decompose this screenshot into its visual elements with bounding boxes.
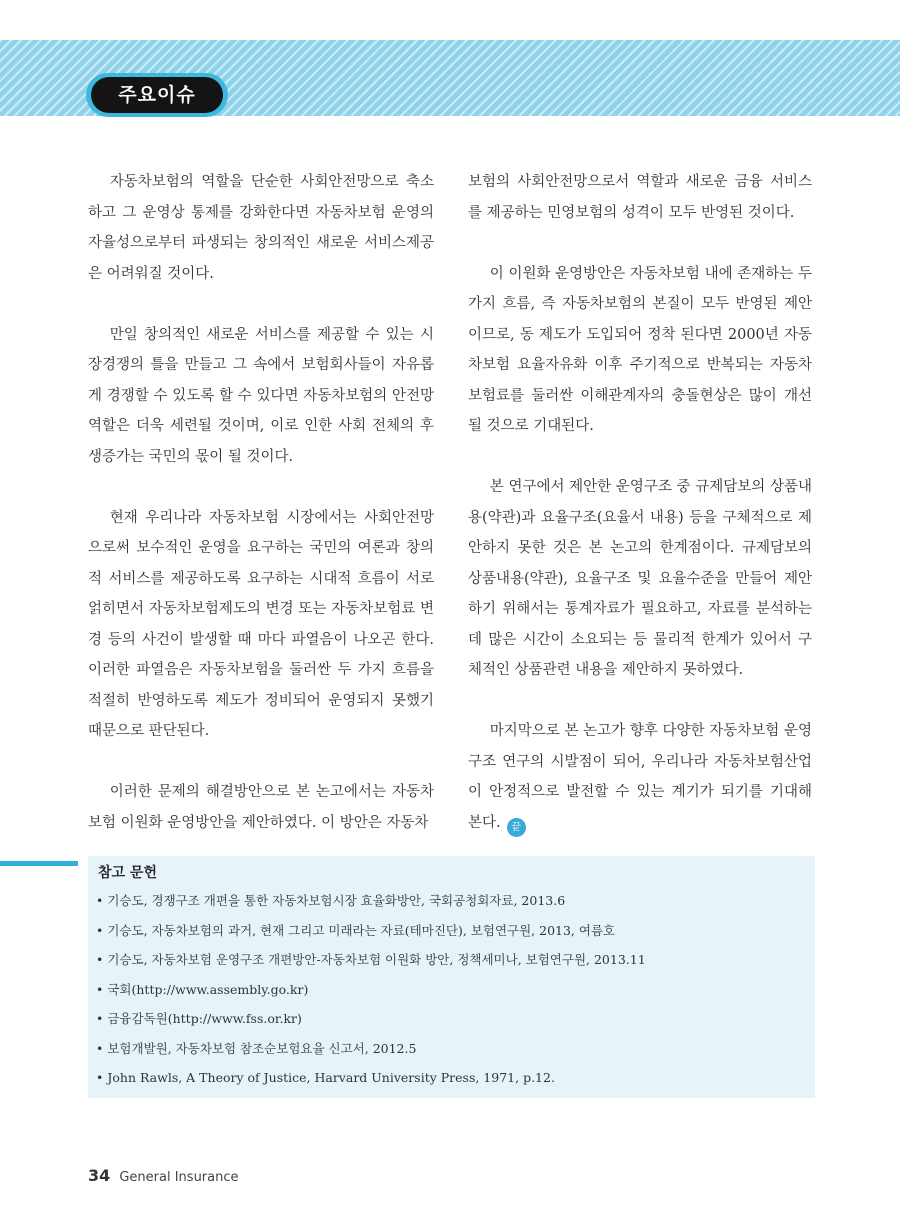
paragraph: 이 이원화 운영방안은 자동차보험 내에 존재하는 두 가지 흐름, 즉 자동차보험의 본질이 모두 반영된 제안이므로, 동 제도가 도입되어 정착 된다면 2000년 자동차보험 요율자유화 이후 주기적으로 반복되는 자동차보험료를 둘러싼 이해관계자의 충돌현상은 많이 개선될 것으로 기대된다. [468,265,812,434]
end-mark-icon: 끝 [507,818,526,837]
paragraph: 본 연구에서 제안한 운영구조 중 규제담보의 상품내용(약관)과 요율구조(요율서 내용) 등을 구체적으로 제안하지 못한 것은 본 논고의 한계점이다. 규제담보의 상품내용(약관), 요율구조 및 요율수준을 만들어 제안하기 위해서는 통계자료가 필요하고, 자료를 분석하는데 많은 시간이 소요되는 등 물리적 한계가 있어서 구체적인 상품관련 내용을 제안하지 못하였다. [468,479,812,678]
page-footer [88,1166,239,1185]
paragraph: 이러한 문제의 해결방안으로 본 논고에서는 자동차보험 이원화 운영방안을 제안하였다. 이 방안은 자동차 [88,784,434,831]
page-number: 34 [88,1166,111,1185]
right-column [468,167,812,869]
journal-name: General Insurance [119,1170,239,1185]
reference-item: • 기승도, 자동차보험의 과거, 현재 그리고 미래라는 자료(테마진단), 보험연구원, 2013, 여름호 [96,916,646,946]
paragraph: 만일 창의적인 새로운 서비스를 제공할 수 있는 시장경쟁의 틀을 만들고 그 속에서 보험회사들이 자유롭게 경쟁할 수 있도록 할 수 있다면 자동차보험의 안전망 역할은 더욱 세련될 것이며, 이로 인한 사회 전체의 후생증가는 국민의 몫이 될 것이다. [88,326,434,465]
reference-item: • 국회(http://www.assembly.go.kr) [96,975,646,1005]
reference-item: • 기승도, 경쟁구조 개편을 통한 자동차보험시장 효율화방안, 국회공청회자료, 2013.6 [96,886,646,916]
reference-item: • 보험개발원, 자동차보험 참조순보험요율 신고서, 2012.5 [96,1034,646,1064]
paragraph-text: 마지막으로 본 논고가 향후 다양한 자동차보험 운영구조 연구의 시발점이 되어, 우리나라 자동차보험산업이 안정적으로 발전할 수 있는 계기가 되기를 기대해 본다. [468,723,812,831]
paragraph-final [468,716,812,838]
reference-item: • John Rawls, A Theory of Justice, Harvard University Press, 1971, p.12. [96,1063,646,1093]
section-badge [86,73,228,117]
paragraph: 보험의 사회안전망으로서 역할과 새로운 금융 서비스를 제공하는 민영보험의 성격이 모두 반영된 것이다. [468,174,812,221]
references-accent-bar [0,861,78,866]
section-label: 주요이슈 [91,77,223,113]
references-title: 참고 문헌 [98,865,157,881]
references-box [88,856,815,1098]
paragraph: 자동차보험의 역할을 단순한 사회안전망으로 축소하고 그 운영상 통제를 강화한다면 자동차보험 운영의 자율성으로부터 파생되는 창의적인 새로운 서비스제공은 어려워질 것이다. [88,174,434,282]
reference-item: • 기승도, 자동차보험 운영구조 개편방안-자동차보험 이원화 방안, 정책세미나, 보험연구원, 2013.11 [96,945,646,975]
left-column [88,167,434,869]
paragraph: 현재 우리나라 자동차보험 시장에서는 사회안전망으로써 보수적인 운영을 요구하는 국민의 여론과 창의적 서비스를 제공하도록 요구하는 시대적 흐름이 서로 얽히면서 자동차보험제도의 변경 또는 자동차보험료 변경 등의 사건이 발생할 때 마다 파열음이 나오곤 한다. 이러한 파열음은 자동차보험을 둘러싼 두 가지 흐름을 적절히 반영하도록 제도가 정비되어 운영되지 못했기 때문으로 판단된다. [88,509,434,739]
reference-item: • 금융감독원(http://www.fss.or.kr) [96,1004,646,1034]
references-list [96,886,646,1093]
